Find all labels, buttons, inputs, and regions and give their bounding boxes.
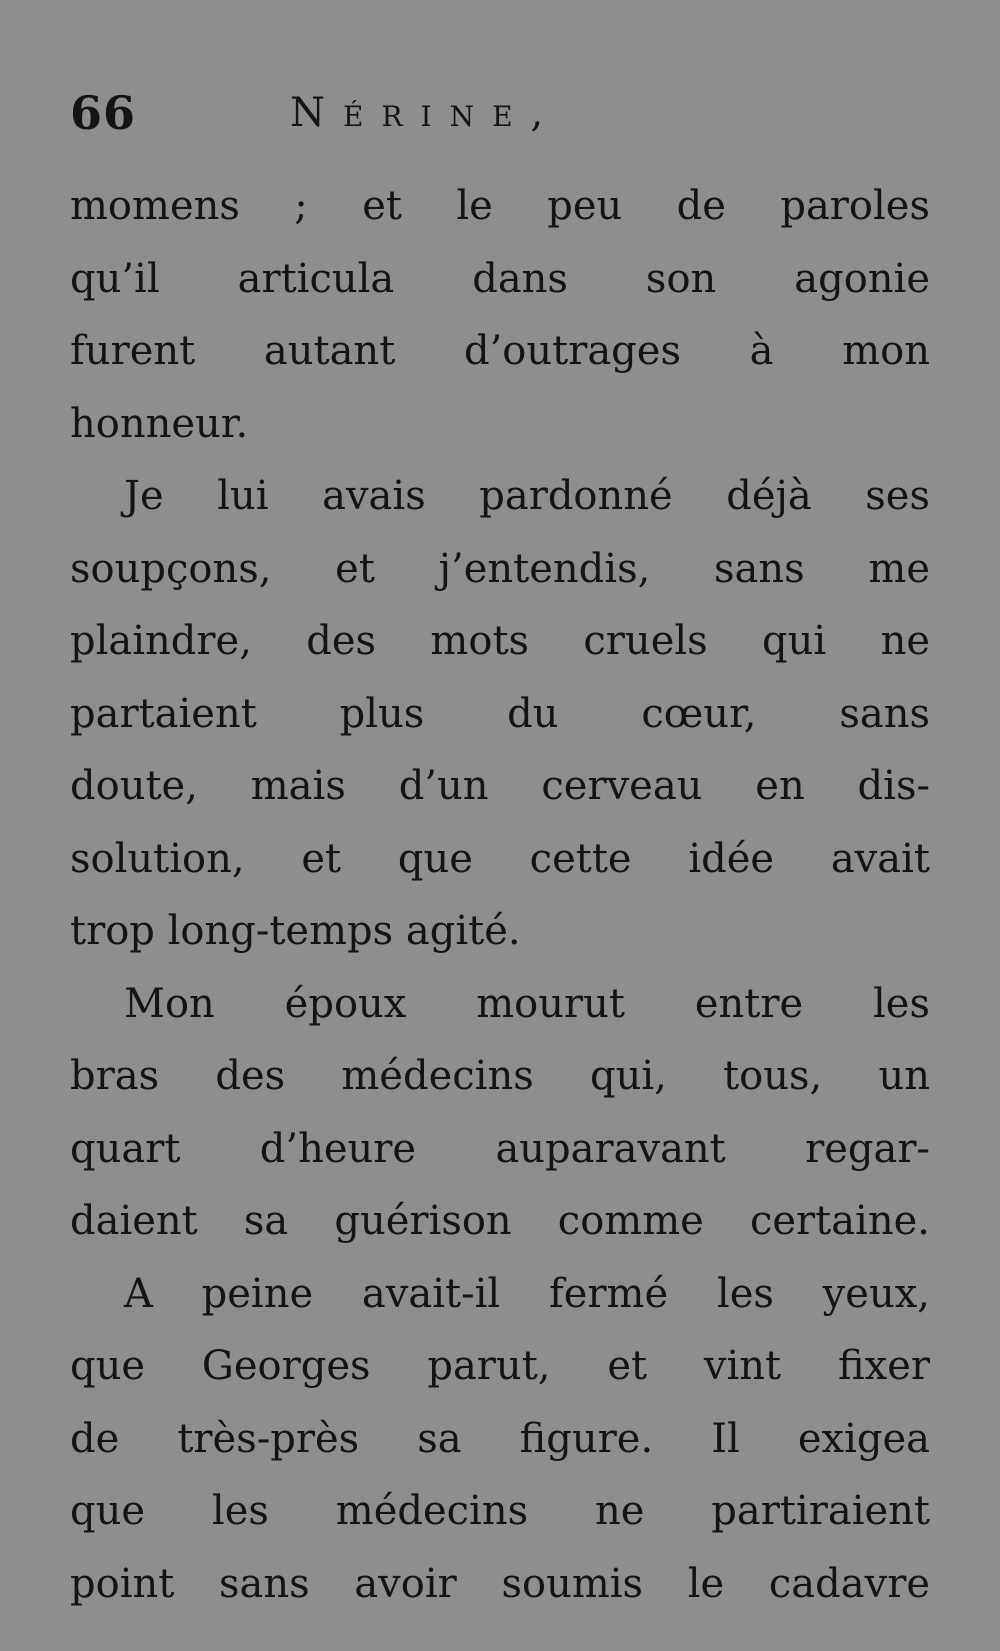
text-line: quart d’heure auparavant regar- [70,1125,930,1172]
body-text [70,170,930,1620]
page-number: 66 [70,86,137,140]
text-line: plaindre, des mots cruels qui ne [70,618,930,664]
text-line: momens ; et le peu de paroles [70,183,930,229]
text-line: Je lui avais pardonné déjà ses [124,473,930,519]
text-line: doute, mais d’un cerveau en dis- [70,763,930,809]
text-line: Mon époux mourut entre les [124,980,930,1027]
page-header [70,86,930,146]
text-line: que les médecins ne partiraient [70,1488,930,1534]
text-line: bras des médecins qui, tous, un [70,1053,930,1099]
text-line: qu’il articula dans son agonie [70,255,930,302]
text-line: point sans avoir soumis le cadavre [70,1560,930,1607]
running-title: Nérine, [290,90,562,136]
text-line: solution, et que cette idée avait [70,835,930,882]
text-line: trop long-temps agité. [70,908,521,954]
text-line: que Georges parut, et vint fixer [70,1343,930,1389]
text-line: furent autant d’outrages à mon [70,328,930,374]
text-line: A peine avait-il fermé les yeux, [124,1270,930,1317]
text-line: honneur. [70,400,249,447]
text-line: de très-près sa figure. Il exigea [70,1415,930,1462]
text-line: soupçons, et j’entendis, sans me [70,545,930,592]
text-line: partaient plus du cœur, sans [70,690,930,737]
text-line: daient sa guérison comme certaine. [70,1198,930,1244]
